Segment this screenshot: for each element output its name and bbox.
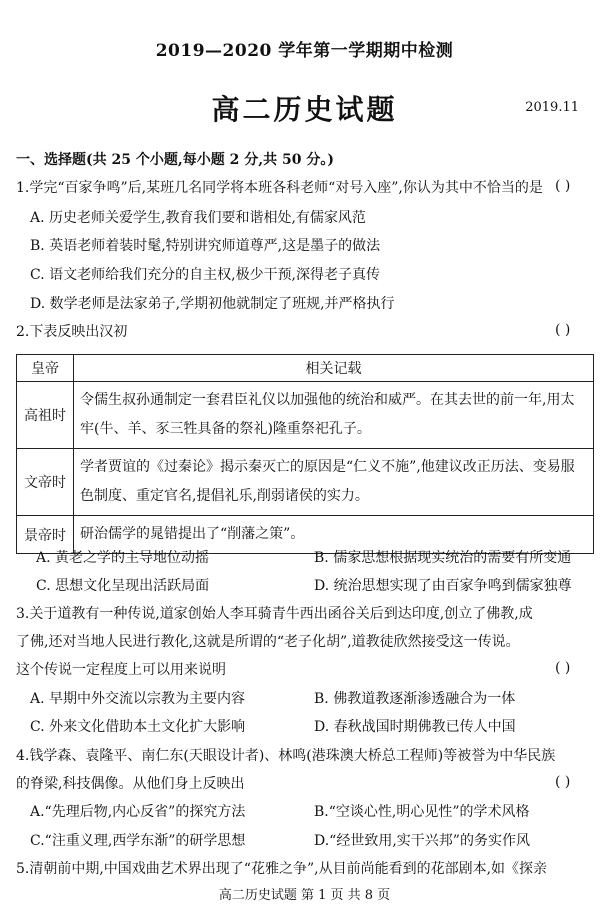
q4-stem-line-1: 4.钱学森、袁隆平、南仁东(天眼设计者)、林鸣(港珠澳大桥总工程师)等被誉为中华民族 xyxy=(16,748,556,764)
q4-option-c: C.“注重义理,西学东渐”的研学思想 xyxy=(30,833,246,849)
q2-option-d: D. 统治思想实现了由百家争鸣到儒家独尊 xyxy=(314,578,572,594)
q3-option-d: D. 春秋战国时期佛教已传人中国 xyxy=(314,719,516,735)
q3-stem-line-2: 了佛,还对当地人民进行教化,这就是所谓的“老子化胡”,道教徒欣然接受这一传说。 xyxy=(16,634,520,650)
table-cell-emperor: 文帝时 xyxy=(17,449,74,516)
table-cell-record: 研治儒学的晁错提出了“削藩之策”。 xyxy=(74,516,594,554)
q5-stem: 5.清朝前中期,中国戏曲艺术界出现了“花雅之争”,从目前尚能看到的花部剧本,如《探亲 xyxy=(16,861,548,877)
q2-option-a: A. 黄老之学的主导地位动摇 xyxy=(36,550,210,566)
page-title: 高二历史试题 xyxy=(211,93,398,126)
table-cell-record: 令儒生叔孙通制定一套君臣礼仪以加强他的统治和威严。在其去世的前一年,用太牢(牛、羊、豕三牲具备的祭礼)隆重祭祀孔子。 xyxy=(74,382,594,449)
q4-option-b: B.“空谈心性,明心见性”的学术风格 xyxy=(314,804,530,820)
q1-option-a: A. 历史老师关爱学生,教育我们要和谐相处,有儒家风范 xyxy=(30,210,366,226)
q3-stem-line-3: 这个传说一定程度上可以用来说明 xyxy=(16,662,226,678)
q3-option-a: A. 早期中外交流以宗教为主要内容 xyxy=(30,691,246,707)
q3-option-b: B. 佛教道教逐渐渗透融合为一体 xyxy=(314,691,516,707)
table-cell-emperor: 高祖时 xyxy=(17,382,74,449)
q2-option-c: C. 思想文化呈现出活跃局面 xyxy=(36,578,210,594)
history-table xyxy=(16,354,594,554)
q1-option-d: D. 数学老师是法家弟子,学期初他就制定了班规,并严格执行 xyxy=(30,296,395,312)
table-cell-record: 学者贾谊的《过秦论》揭示秦灭亡的原因是“仁义不施”,他建议改正历法、变易服色制度、重定官名,提倡礼乐,削弱诸侯的实力。 xyxy=(74,449,594,516)
q3-option-c: C. 外来文化借助本土文化扩大影响 xyxy=(30,719,246,735)
q4-option-d: D.“经世致用,实干兴邦”的务实作风 xyxy=(314,833,530,849)
table-header-emperor: 皇帝 xyxy=(17,355,74,382)
table-row xyxy=(17,382,594,449)
q1-answer-paren: ( ) xyxy=(555,178,571,194)
q2-answer-paren: ( ) xyxy=(555,322,571,338)
table-header-row xyxy=(17,355,594,382)
q1-stem: 1.学完“百家争鸣”后,某班几名同学将本班各科老师“对号入座”,你认为其中不恰当的是 xyxy=(16,180,543,196)
q2-option-b: B. 儒家思想根据现实统治的需要有所变通 xyxy=(314,550,572,566)
section-heading: 一、选择题(共 25 个小题,每小题 2 分,共 50 分。) xyxy=(16,152,334,168)
q4-answer-paren: ( ) xyxy=(555,774,571,790)
q4-stem-line-2: 的脊梁,科技偶像。从他们身上反映出 xyxy=(16,776,245,792)
page-footer: 高二历史试题 第 1 页 共 8 页 xyxy=(218,888,391,903)
q3-stem-line-1: 3.关于道教有一种传说,道家创始人李耳骑青牛西出函谷关后到达印度,创立了佛教,成 xyxy=(16,606,533,622)
q2-stem: 2.下表反映出汉初 xyxy=(16,324,128,340)
table-row xyxy=(17,449,594,516)
q4-option-a: A.“先理后物,内心反省”的探究方法 xyxy=(30,804,246,820)
q3-answer-paren: ( ) xyxy=(555,660,571,676)
table-header-record: 相关记载 xyxy=(74,355,594,382)
table-cell-emperor: 景帝时 xyxy=(17,516,74,554)
q1-option-b: B. 英语老师着装时髦,特别讲究师道尊严,这是墨子的做法 xyxy=(30,238,381,254)
exam-date: 2019.11 xyxy=(525,100,579,115)
q1-option-c: C. 语文老师给我们充分的自主权,极少干预,深得老子真传 xyxy=(30,267,381,283)
exam-term: 2019—2020 学年第一学期期中检测 xyxy=(155,41,454,61)
